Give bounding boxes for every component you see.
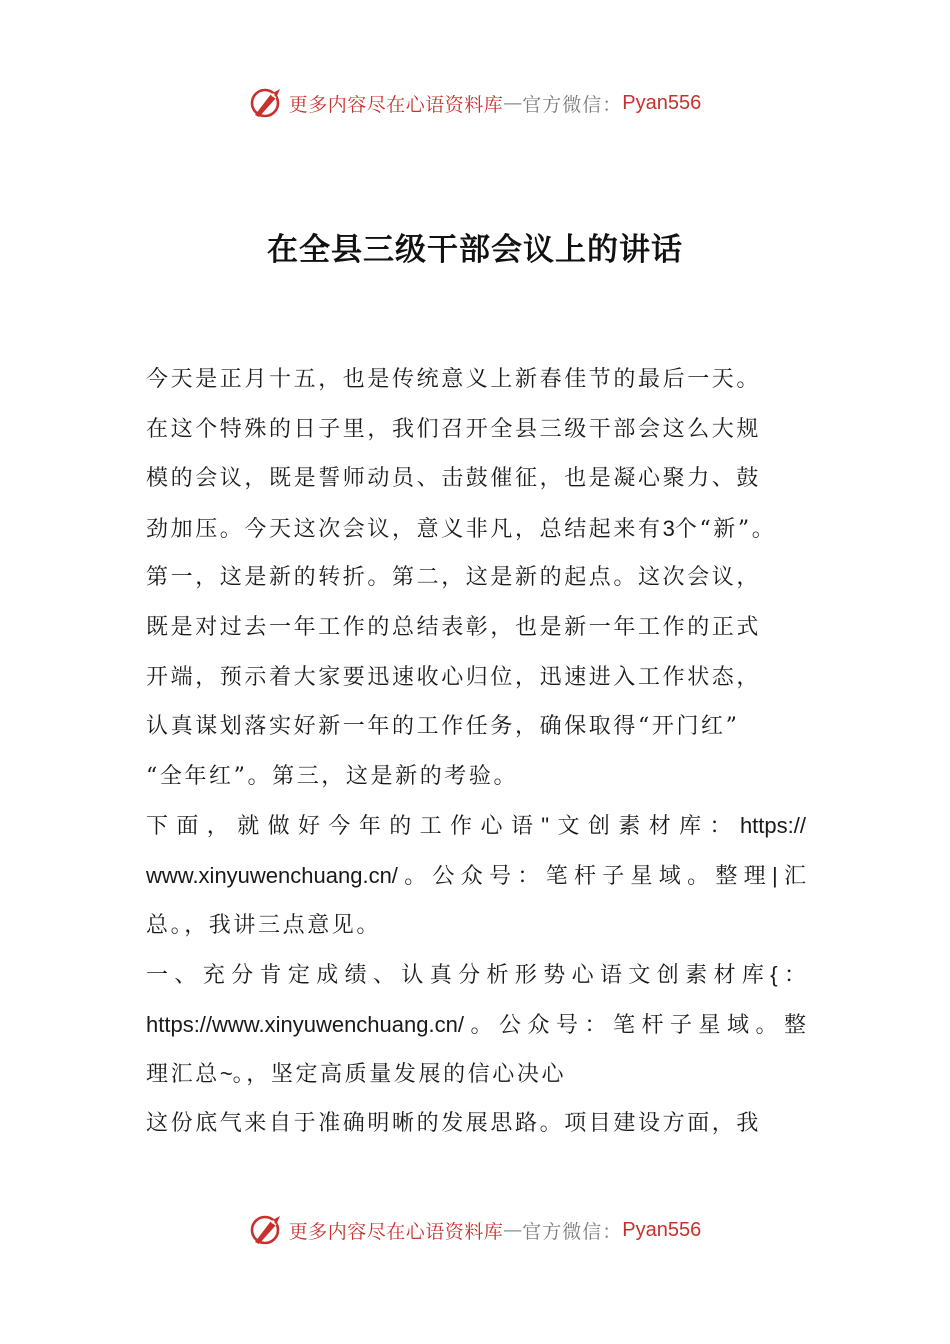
- body-line: 理汇总~。，坚定高质量发展的信心决心: [146, 1061, 567, 1088]
- body-line: 开端，预示着大家要迅速收心归位，迅速进入工作状态，: [146, 664, 762, 690]
- body-line: 第一，这是新的转折。第二，这是新的起点。这次会议，: [146, 565, 762, 591]
- latin-text-run: |: [771, 862, 778, 888]
- body-line: 劲加压。今天这次会议，意义非凡，总结起来有3个“新”。: [146, 515, 777, 542]
- latin-text-run: ~: [219, 1061, 233, 1087]
- footer-watermark-banner: [0, 1208, 950, 1252]
- banner-separator: —: [503, 92, 523, 114]
- banner-text: 更多内容尽在心语资料库: [288, 1220, 504, 1243]
- body-line: 下面，就做好今年的工作心语"文创素材库：https://: [146, 813, 806, 840]
- pen-nib-logo-icon: [249, 1212, 285, 1248]
- body-line: 在这个特殊的日子里，我们召开全县三级干部会这么大规: [146, 416, 762, 442]
- body-line: 模的会议，既是誓师动员、击鼓催征，也是凝心聚力、鼓: [146, 466, 762, 492]
- latin-text-run: https://www.xinyuwenchuang.cn/: [146, 1011, 464, 1037]
- banner-wechat-id: Pyan556: [622, 91, 702, 114]
- body-line: “全年红”。第三，这是新的考验。: [146, 763, 519, 789]
- body-line: https://www.xinyuwenchuang.cn/。公众号：笔杆子星域。整: [146, 1011, 806, 1038]
- body-line: 总。，我讲三点意见。: [146, 912, 382, 938]
- header-watermark-banner: [0, 81, 950, 125]
- body-line: 认真谋划落实好新一年的工作任务，确保取得“开门红”: [146, 714, 740, 740]
- document-body: [146, 355, 806, 1149]
- latin-text-run: https://: [739, 813, 806, 839]
- document-title: 在全县三级干部会议上的讲话: [267, 232, 683, 268]
- body-line: 这份底气来自于准确明晰的发展思路。项目建设方面，我: [146, 1110, 762, 1136]
- body-line: 既是对过去一年工作的总结表彰，也是新一年工作的正式: [146, 614, 762, 640]
- body-line: 一、充分肯定成绩、认真分析形势心语文创素材库{：: [146, 962, 806, 989]
- banner-separator: —: [503, 1219, 523, 1241]
- banner-wechat-label: 官方微信：: [522, 1220, 623, 1243]
- latin-text-run: {: [770, 962, 778, 988]
- latin-text-run: www.xinyuwenchuang.cn/: [146, 862, 398, 888]
- latin-text-run: 3: [662, 515, 675, 541]
- latin-text-run: ": [541, 813, 550, 839]
- banner-text: 更多内容尽在心语资料库: [288, 93, 504, 116]
- pen-nib-logo-icon: [249, 85, 285, 121]
- banner-wechat-label: 官方微信：: [522, 93, 623, 116]
- body-line: 今天是正月十五，也是传统意义上新春佳节的最后一天。: [146, 367, 762, 392]
- body-line: www.xinyuwenchuang.cn/。公众号：笔杆子星域。整理|汇: [146, 862, 806, 889]
- banner-wechat-id: Pyan556: [622, 1218, 702, 1241]
